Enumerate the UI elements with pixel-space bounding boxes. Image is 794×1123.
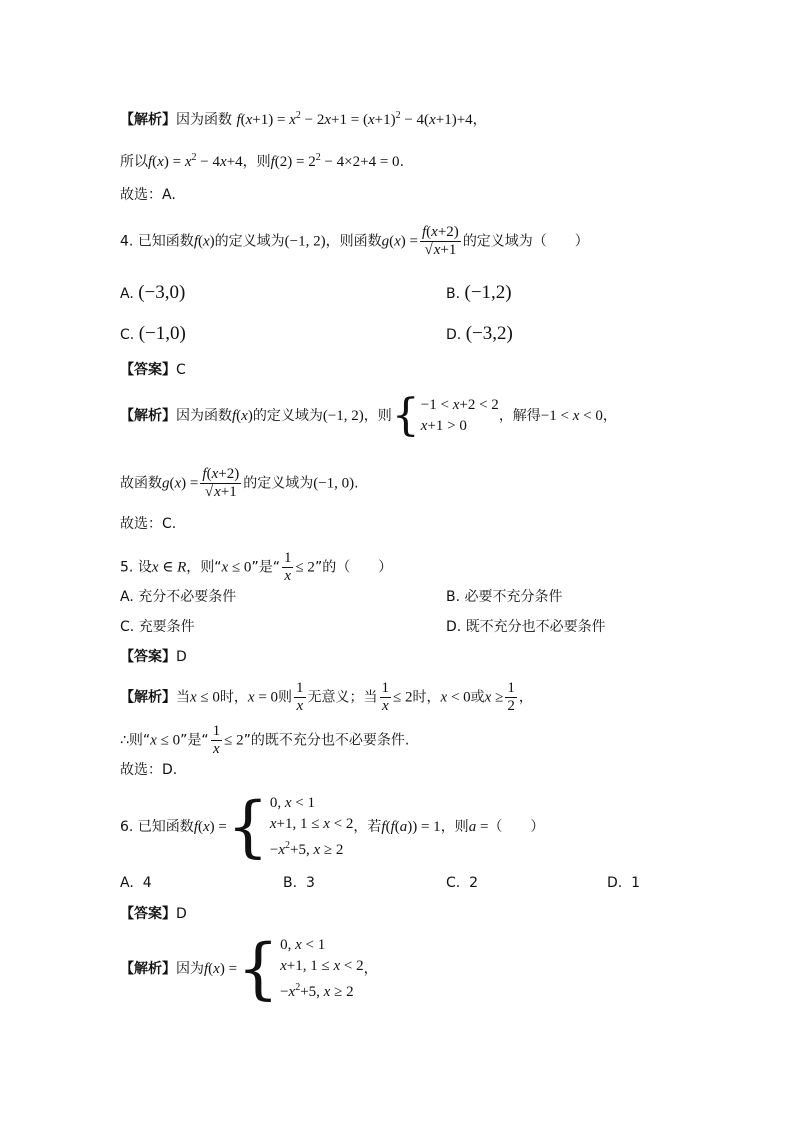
math-expression: $f(2) = 2^2 - 4\times 2+4 = 0$: [270, 152, 400, 170]
math-expression: (−1, 2): [322, 408, 364, 424]
q4-select-line: 故选：C.: [120, 516, 177, 532]
math-expression: g(x) =: [162, 475, 199, 492]
math-expression: $f(x) = x^2 - 4x+4$: [148, 152, 243, 170]
q6-stem: 6. 已知函数f(x) ={ 0, x < 1 x+1, 1 ≤ x < 2 $-x^2+5$, x ≥ 2 ，若f(f(a)) = 1，则a =（ ）: [120, 788, 545, 865]
q6-analysis-line: 【解析】因为f(x) ={ 0, x < 1 x+1, 1 ≤ x < 2 $-x^2+5$, x ≥ 2 ，: [120, 930, 378, 1007]
q5-option-c[interactable]: C. 充要条件: [120, 619, 195, 635]
q5-analysis-line: 【解析】当x ≤ 0时，x = 0则 $\frac{1}{x}$ 无意义；当 $\frac{1}{x}$ ≤ 2时，x < 0或x ≥ $\frac{1}{2}$ ，: [120, 680, 533, 714]
analysis-tag: 【解析】: [120, 961, 176, 977]
math-expression: a =: [468, 819, 489, 835]
analysis-tag: 【解析】: [120, 408, 176, 424]
math-expression: x ∈ R: [151, 559, 187, 576]
math-expression: x < 0: [440, 689, 471, 706]
answer-tag: 【答案】: [120, 649, 176, 665]
q4-answer-line: [120, 360, 186, 380]
q6-option-d[interactable]: D. 1: [607, 875, 641, 891]
question-number: 5.: [120, 559, 134, 576]
q6-option-b[interactable]: B. 3: [283, 875, 315, 891]
q5-option-d[interactable]: D. 既不充分也不必要条件: [446, 619, 606, 635]
q6-option-c[interactable]: C. 2: [446, 875, 479, 891]
math-expression: −1 < x < 0: [540, 408, 603, 424]
math-expression: x = 0: [247, 689, 279, 706]
fraction: $\frac{1}{2}$: [507, 680, 515, 714]
q6-answer-line: [120, 904, 187, 924]
q4-option-b[interactable]: B. (−1,2): [446, 282, 512, 303]
piecewise-function: 0, x < 1 x+1, 1 ≤ x < 2 $-x^2+5$, x ≥ 2: [269, 795, 354, 858]
math-expression: x ≤ 0: [150, 732, 181, 749]
q4-option-d[interactable]: D. (−3,2): [446, 323, 513, 344]
q5-select-line: 故选：D.: [120, 762, 178, 778]
p3-select-line: 故选：A.: [120, 187, 176, 203]
answer-value: D: [176, 649, 187, 665]
analysis-tag: 【解析】: [120, 689, 176, 706]
question-number: 4.: [120, 233, 134, 250]
q4-stem: 4. 已知函数f(x)的定义域为(−1, 2)，则函数g(x) = $\frac{f(x+2)}{√x+1}$ 的定义域为（ ）: [120, 224, 589, 258]
math-expression: (−1, 2): [284, 233, 326, 250]
math-expression: f(x) =: [204, 961, 238, 977]
fraction: $\frac{1}{x}$: [212, 723, 221, 757]
q5-conclusion-line: ∴则“x ≤ 0”是“ $\frac{1}{x}$ ≤ 2”的既不充分也不必要条件.: [120, 723, 410, 757]
math-expression: x ≤ 0: [221, 559, 252, 576]
fraction: $\frac{1}{x}$: [283, 550, 292, 584]
p3-analysis-line: 【解析】因为函数 $f(x+1) = x^2 - 2x+1 = (x+1)^2 - 4(x+1)+4$，: [120, 110, 487, 128]
q4-analysis-line: 【解析】因为函数f(x)的定义域为(−1, 2)，则{ −1 < x+2 < 2 x+1 > 0 ，解得−1 < x < 0，: [120, 390, 617, 441]
q4-conclusion-line: 故函数g(x) = $\frac{f(x+2)}{√x+1}$ 的定义域为(−1, 0).: [120, 466, 359, 500]
fraction: $\frac{1}{x}$: [381, 680, 390, 714]
q4-option-a[interactable]: A. (−3,0): [120, 282, 186, 303]
q5-stem: 5. 设x ∈ R，则“x ≤ 0”是“ $\frac{1}{x}$ ≤ 2”的（ ）: [120, 550, 393, 584]
math-expression: g(x) =: [381, 233, 418, 250]
p3-so-line: 所以$f(x) = x^2 - 4x+4$，则$f(2) = 2^2 - 4\times 2+4 = 0$.: [120, 152, 405, 170]
math-expression: f(x): [232, 408, 253, 424]
answer-value: C: [176, 362, 186, 378]
answer-tag: 【答案】: [120, 906, 176, 922]
math-expression: x ≤ 0: [190, 689, 220, 706]
left-brace: {: [237, 930, 280, 1007]
math-expression: $f(x+1) = x^2 - 2x+1 = (x+1)^2 - 4(x+1)+4$: [236, 110, 473, 128]
q5-option-a[interactable]: A. 充分不必要条件: [120, 589, 237, 605]
math-expression: x ≥: [484, 689, 504, 706]
fraction: $\frac{f(x+2)}{√x+1}$: [202, 466, 240, 500]
question-number: 6.: [120, 819, 134, 835]
answer-tag: 【答案】: [120, 362, 176, 378]
piecewise-function: 0, x < 1 x+1, 1 ≤ x < 2 $-x^2+5$, x ≥ 2: [280, 937, 364, 1000]
q5-answer-line: [120, 647, 187, 667]
left-brace: {: [391, 390, 420, 441]
math-expression: f(f(a)) = 1: [381, 819, 441, 835]
answer-value: D: [176, 906, 187, 922]
analysis-tag: 【解析】: [120, 112, 176, 128]
inequality-system: −1 < x+2 < 2 x+1 > 0: [420, 397, 499, 434]
fraction: $\frac{f(x+2)}{√x+1}$: [422, 224, 459, 258]
math-expression: (−1, 0): [313, 475, 355, 492]
left-brace: {: [226, 788, 269, 865]
fraction: $\frac{1}{x}$: [296, 680, 304, 714]
q4-option-c[interactable]: C. (−1,0): [120, 323, 186, 344]
q5-option-b[interactable]: B. 必要不充分条件: [446, 589, 563, 605]
q6-option-a[interactable]: A. 4: [120, 875, 152, 891]
math-expression: f(x): [193, 233, 215, 250]
math-expression: f(x) =: [193, 819, 227, 835]
